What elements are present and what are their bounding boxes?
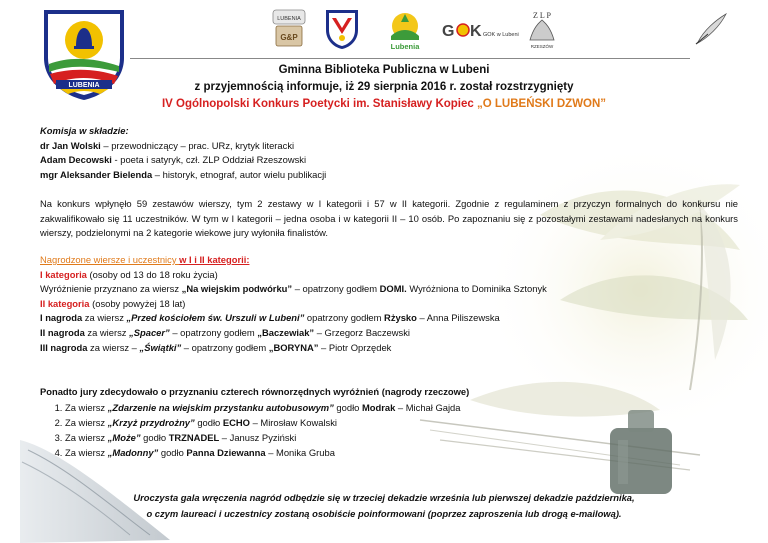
jury-member-1: dr Jan Wolski – przewodniczący – prac. URz, krytyk literacki xyxy=(40,139,295,151)
gbp-lubenia-logo xyxy=(270,8,308,48)
lubenia-green-logo xyxy=(385,8,425,51)
distinctions-list xyxy=(40,400,730,460)
results-section xyxy=(40,253,730,355)
logo6-top-label: Z L P xyxy=(533,11,551,20)
svg-text:G: G xyxy=(442,23,455,40)
category-1-award: Wyróżnienie przyznano za wiersz „Na wiejskim podwórku” – opatrzony godłem DOMI. Wyróżniona to Dominika Sztonyk xyxy=(40,283,547,295)
list-item: 3. Za wiersz „Może” godło TRZNADEL – Janusz Pyziński xyxy=(65,430,730,445)
distinctions-section xyxy=(40,385,730,460)
closing-line-2: o czym laureaci i uczestnicy zostaną osobiście poinformowani (poprzez zaproszenia lub drogą e-mailową). xyxy=(146,508,622,519)
first-prize-line: I nagroda za wiersz „Przed kościołem św. Urszuli w Lubeni” opatrzony godłem Rżysko – Anna Piliszewska xyxy=(40,312,500,324)
list-item: 2. Za wiersz „Krzyż przydrożny” godło ECHO – Mirosław Kowalski xyxy=(65,415,730,430)
jury-heading: Komisja w składzie: xyxy=(40,125,129,136)
jury-member-3: mgr Aleksander Bielenda – historyk, etnograf, autor wielu publikacji xyxy=(40,168,327,180)
gok-lubenia-logo xyxy=(440,8,519,48)
category-1-line: I kategoria (osoby od 13 do 18 roku życia) xyxy=(40,268,218,280)
main-logo-label: LUBENIA xyxy=(68,82,100,89)
quill-icon xyxy=(690,10,730,50)
third-prize-line: III nagroda za wiersz – „Świątki” – opatrzony godłem „BORYNA” – Piotr Oprzędek xyxy=(40,341,392,353)
contest-name: „O LUBEŃSKI DZWON” xyxy=(477,98,607,110)
results-heading: Nagrodzone wiersze i uczestnicy w I i II kategorii: xyxy=(40,254,250,265)
svg-text:K: K xyxy=(470,23,482,40)
logo6-bottom-label: RZESZÓW xyxy=(530,44,554,49)
jury-member-2: Adam Decowski - poeta i satyryk, czł. ZLP Oddział Rzeszowski xyxy=(40,154,307,166)
podkarpackie-coat-of-arms-logo xyxy=(322,8,362,48)
logo2-label: LUBENIA xyxy=(277,16,301,22)
logo4-label: Lubenia xyxy=(390,42,420,51)
distinctions-intro: Ponadto jury zdecydowało o przyznaniu czterech równorzędnych wyróżnień (nagrody rzeczowe) xyxy=(40,386,470,397)
header-line-1: Gminna Biblioteka Publiczna w Lubeni xyxy=(278,64,490,76)
header-divider xyxy=(130,58,690,59)
list-item: 1. Za wiersz „Zdarzenie na wiejskim przystanku autobusowym” godło Modrak – Michał Gajda xyxy=(65,400,730,415)
logo5-label: GOK w Lubeni xyxy=(483,32,519,38)
header-line-3 xyxy=(0,98,768,110)
list-item: 4. Za wiersz „Madonny” godło Panna Dziewanna – Monika Gruba xyxy=(65,445,730,460)
summary-paragraph: Na konkurs wpłynęło 59 zestawów wierszy, tym 2 zestawy w I kategorii i 57 w II kategorii. Zgodnie z regulaminem z przyczyn formalnych do konkursu nie zakwalifikowało się 11 uczestników. W tym w I kategorii – jedna osoba i w kategorii II – 10 osób. Po zapoznaniu się z pozostałymi zestawami nadesłanych na konkurs wierszy, podzielonymi na 2 kategorie wiekowe jury wyłoniła finalistów. xyxy=(40,198,738,239)
category-2-line: II kategoria (osoby powyżej 18 lat) xyxy=(40,297,186,309)
closing-line-1: Uroczysta gala wręczenia nagród odbędzie się w trzeciej dekadzie września lub pierwszej dekadzie października, xyxy=(133,492,635,503)
jury-section xyxy=(40,124,640,182)
contest-title: IV Ogólnopolski Konkurs Poetycki im. Stanisławy Kopiec xyxy=(161,98,477,110)
zlp-rzeszow-logo xyxy=(522,8,562,48)
svg-text:G&P: G&P xyxy=(280,33,298,42)
second-prize-line: II nagroda za wiersz „Spacer” – opatrzony godłem „Baczewiak” – Grzegorz Baczewski xyxy=(40,326,410,338)
header-line-2: z przyjemnością informuje, iż 29 sierpnia 2016 r. został rozstrzygnięty xyxy=(194,81,574,93)
